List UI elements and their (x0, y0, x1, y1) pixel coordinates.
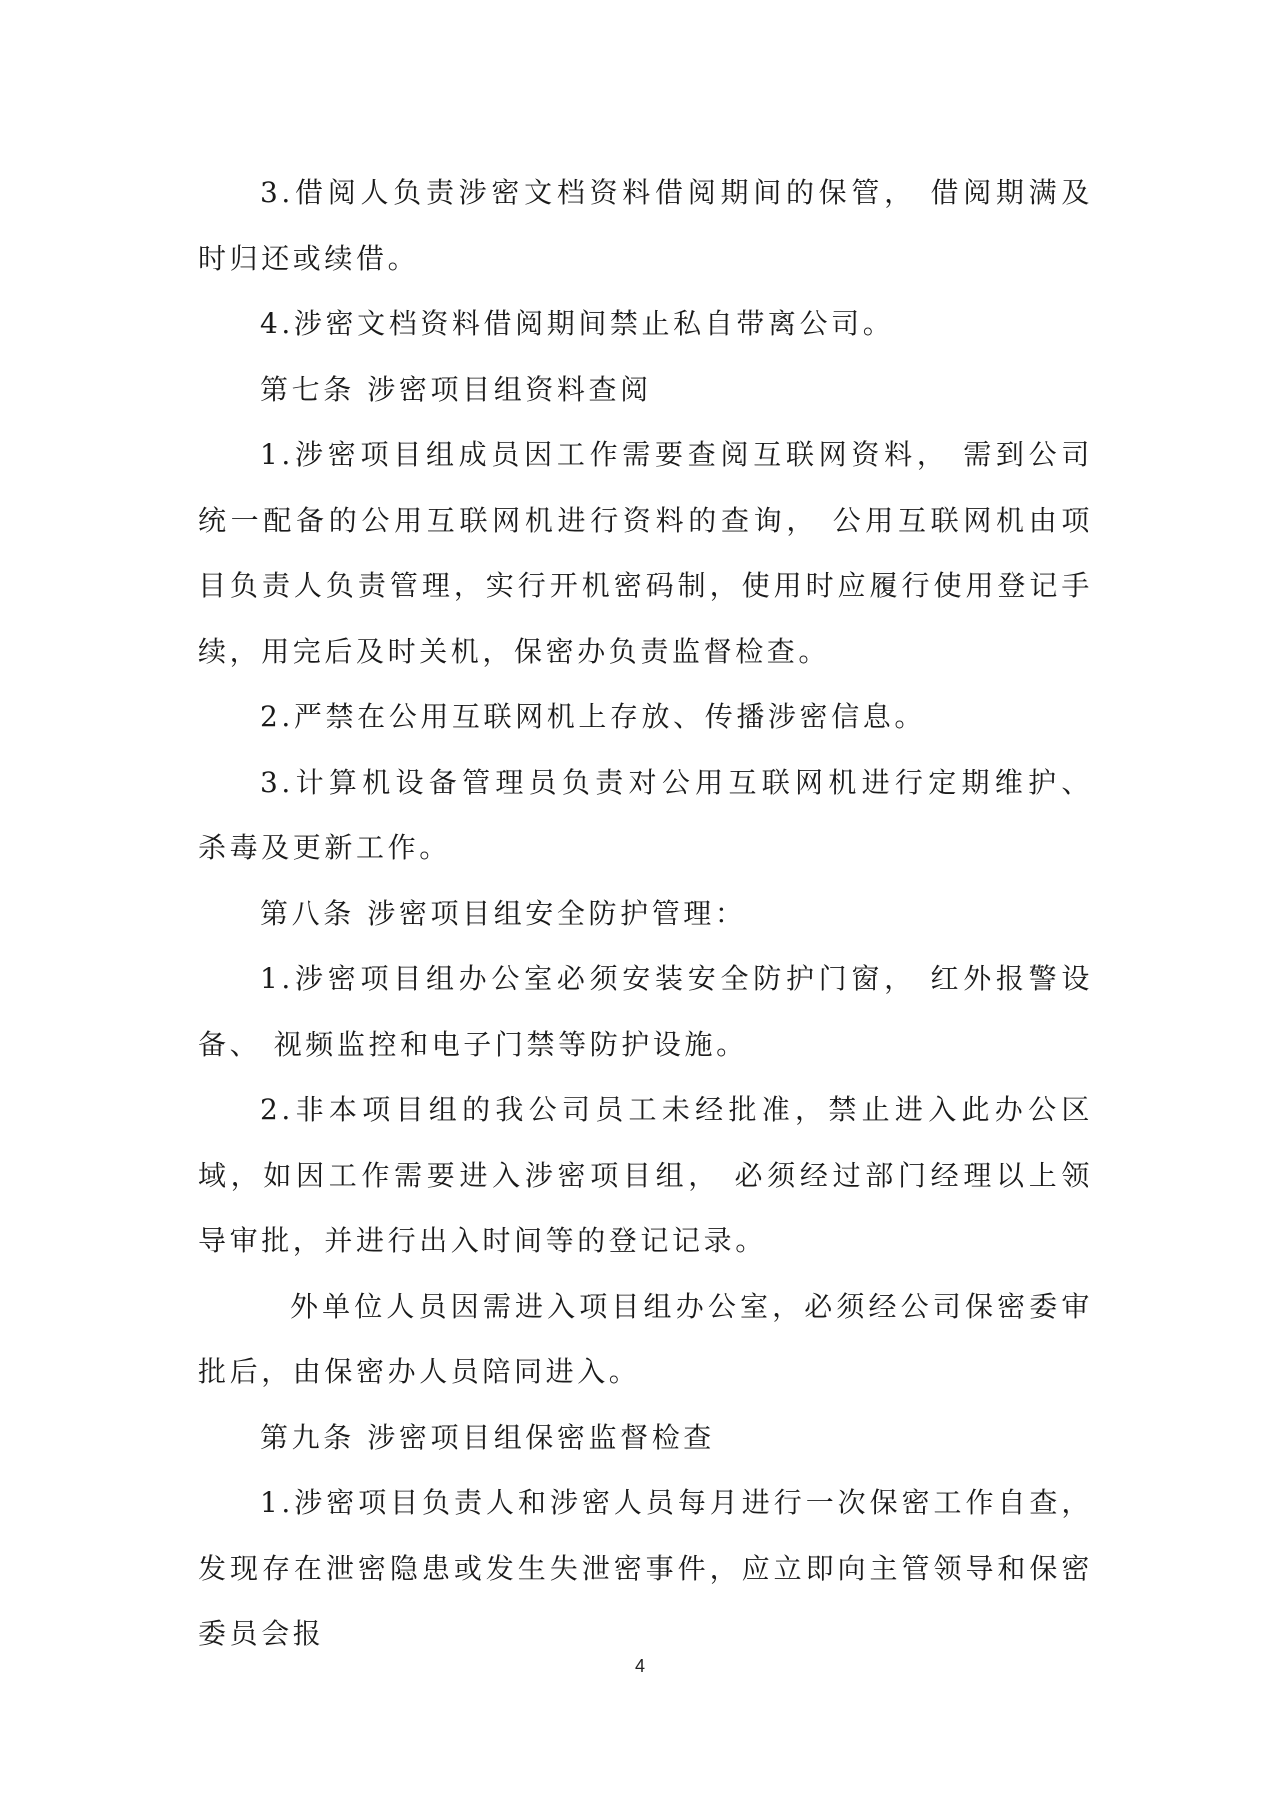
article-8-heading: 第八条 涉密项目组安全防护管理： (260, 896, 747, 930)
paragraph-internet-access: 1.涉密项目组成员因工作需要查阅互联网资料， 需到公司统一配备的公用互联网机进行资料的查询， 公用互联网机由项目负责人负责管理，实行开机密码制，使用时应履行使用登记手续，用完后及时关机，保密办负责监督检查。 (198, 438, 1093, 668)
paragraph-entry-approval: 2.非本项目组的我公司员工未经批准，禁止进入此办公区域，如因工作需要进入涉密项目组， 必须经过部门经理以上领导审批，并进行出入时间等的登记记录。 (198, 1093, 1093, 1257)
paragraph-no-storage: 2.严禁在公用互联网机上存放、传播涉密信息。 (260, 700, 926, 733)
document-body (198, 160, 1093, 1667)
paragraph-external-visitors: 外单位人员因需进入项目组办公室，必须经公司保密委审批后，由保密办人员陪同进入。 (198, 1289, 1093, 1388)
paragraph-security-facilities: 1.涉密项目组办公室必须安装安全防护门窗， 红外报警设备、 视频监控和电子门禁等防护设施。 (198, 962, 1093, 1061)
article-9-heading: 第九条 涉密项目组保密监督检查 (260, 1420, 715, 1454)
paragraph-borrower-custody: 3.借阅人负责涉密文档资料借阅期间的保管， 借阅期满及时归还或续借。 (198, 176, 1093, 275)
page-number: 4 (634, 1656, 645, 1676)
article-7-heading: 第七条 涉密项目组资料查阅 (260, 372, 652, 406)
paragraph-no-removal: 4.涉密文档资料借阅期间禁止私自带离公司。 (260, 307, 895, 340)
paragraph-monthly-self-check: 1.涉密项目负责人和涉密人员每月进行一次保密工作自查， 发现存在泄密隐患或发生失泄密事件，应立即向主管领导和保密委员会报 (198, 1486, 1093, 1650)
paragraph-maintenance: 3.计算机设备管理员负责对公用互联网机进行定期维护、 杀毒及更新工作。 (198, 765, 1093, 864)
